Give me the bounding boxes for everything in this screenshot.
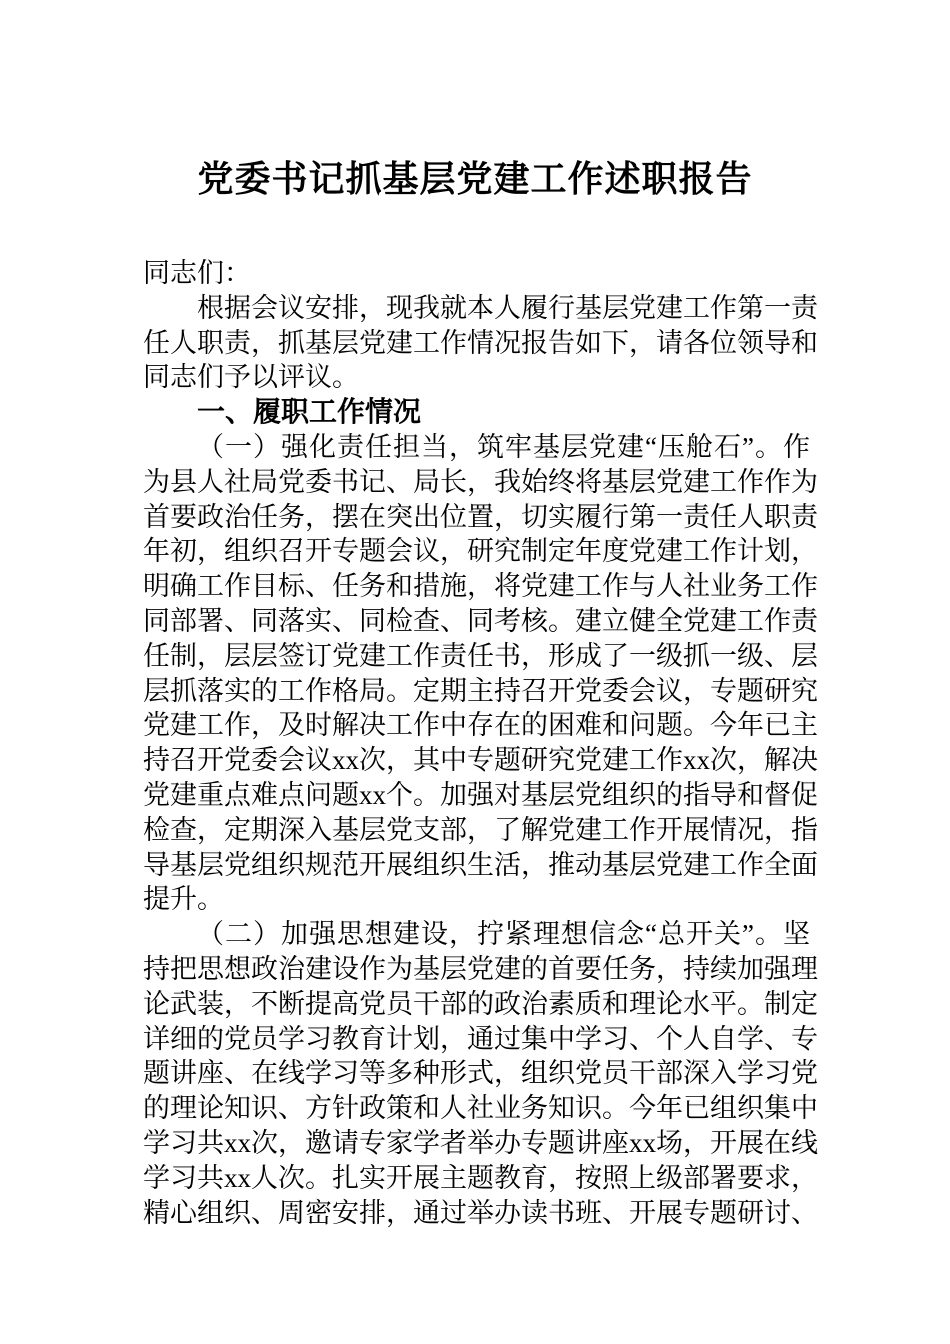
text-line: 根据会议安排，现我就本人履行基层党建工作第一责	[197, 292, 818, 323]
text-line: 精心组织、周密安排，通过举办读书班、开展专题研讨、	[143, 1197, 818, 1228]
text-line: 持把思想政治建设作为基层党建的首要任务，持续加强理	[143, 953, 818, 984]
paragraph	[143, 291, 818, 395]
text-line: 详细的党员学习教育计划，通过集中学习、个人自学、专	[143, 1023, 818, 1054]
text-line: 题讲座、在线学习等多种形式，组织党员干部深入学习党	[143, 1058, 818, 1089]
text-line: 党建重点难点问题xx个。加强对基层党组织的指导和督促	[143, 779, 818, 810]
text-line: 导基层党组织规范开展组织生活，推动基层党建工作全面	[143, 849, 818, 880]
text-line: 论武装，不断提高党员干部的政治素质和理论水平。制定	[143, 988, 818, 1019]
text-line: （二）加强思想建设，拧紧理想信念“总开关”。坚	[197, 919, 810, 950]
document-title: 党委书记抓基层党建工作述职报告	[197, 159, 753, 199]
document-body	[143, 256, 818, 1230]
text-line: 任人职责，抓基层党建工作情况报告如下，请各位领导和	[143, 327, 818, 358]
text-line: 为县人社局党委书记、局长，我始终将基层党建工作作为	[143, 466, 818, 497]
text-line: 党建工作，及时解决工作中存在的困难和问题。今年已主	[143, 710, 818, 741]
text-line: 持召开党委会议xx次，其中专题研究党建工作xx次，解决	[143, 745, 818, 776]
salutation: 同志们：	[143, 258, 251, 288]
text-line: 的理论知识、方针政策和人社业务知识。今年已组织集中	[143, 1093, 818, 1124]
section-heading: 一、履职工作情况	[197, 396, 422, 428]
paragraph	[143, 430, 818, 917]
text-line: 首要政治任务，摆在突出位置，切实履行第一责任人职责	[143, 501, 818, 532]
text-line: 明确工作目标、任务和措施，将党建工作与人社业务工作	[143, 571, 818, 602]
text-line: （一）强化责任担当，筑牢基层党建“压舱石”。作	[197, 431, 810, 462]
paragraph	[143, 917, 818, 1230]
text-line: 同志们予以评议。	[143, 362, 359, 393]
text-line: 层抓落实的工作格局。定期主持召开党委会议，专题研究	[143, 675, 818, 706]
text-line: 提升。	[143, 884, 224, 915]
text-line: 任制，层层签订党建工作责任书，形成了一级抓一级、层	[143, 640, 818, 671]
text-line: 学习共xx次，邀请专家学者举办专题讲座xx场，开展在线	[143, 1127, 818, 1158]
text-line: 同部署、同落实、同检查、同考核。建立健全党建工作责	[143, 605, 818, 636]
text-line: 学习共xx人次。扎实开展主题教育，按照上级部署要求，	[143, 1162, 818, 1193]
text-line: 检查，定期深入基层党支部，了解党建工作开展情况，指	[143, 814, 818, 845]
text-line: 年初，组织召开专题会议，研究制定年度党建工作计划，	[143, 536, 818, 567]
